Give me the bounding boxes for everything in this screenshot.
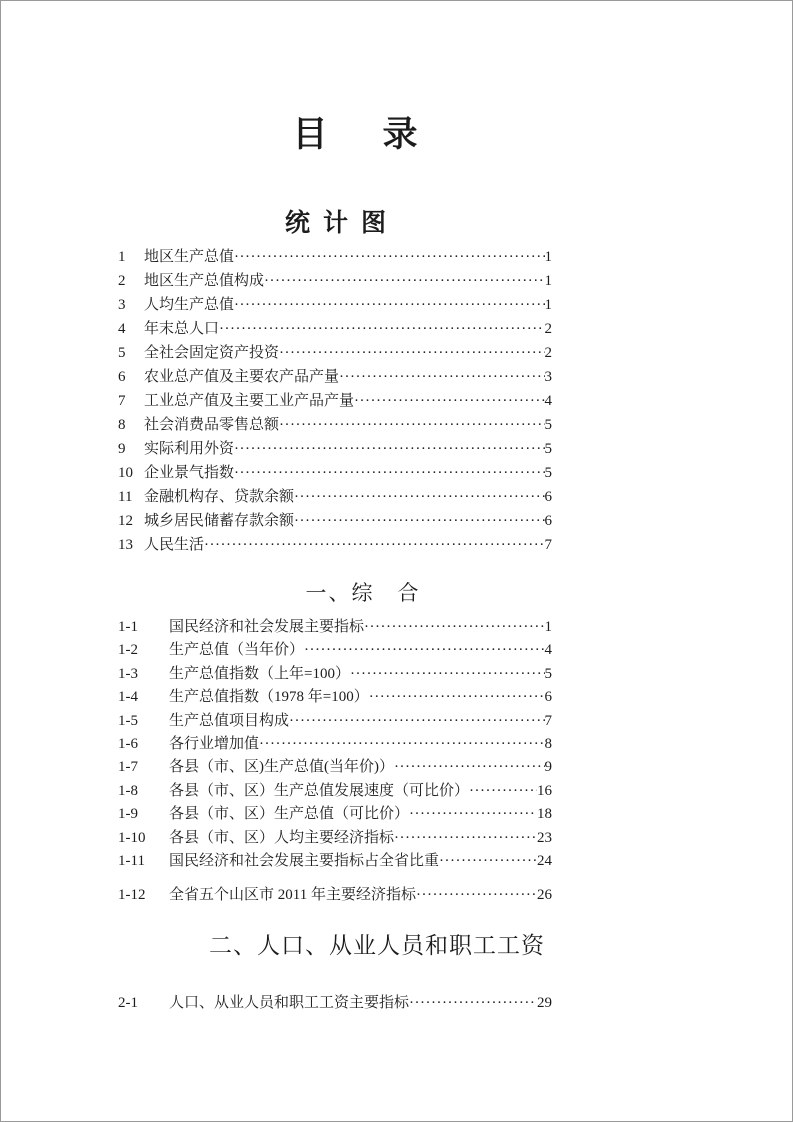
entry-page: 7 [544,712,552,729]
dot-leader [416,884,537,907]
entry-number: 1-6 [118,735,138,752]
entry-title: 工业总产值及主要工业产品产量 [144,393,355,409]
toc-entry [118,616,552,639]
toc-entry [118,686,552,709]
entry-page: 5 [544,665,552,682]
dot-leader [364,616,544,639]
entry-page: 1 [544,297,552,313]
entry-title: 人口、从业人员和职工工资主要指标 [169,995,410,1011]
entry-title: 年末总人口 [144,321,220,337]
entry-page: 24 [537,852,552,869]
entry-title: 国民经济和社会发展主要指标 [169,619,365,635]
entry-number: 1-2 [118,642,138,659]
entry-page: 6 [544,489,552,505]
entry-page: 2 [544,321,552,337]
entry-number: 1-4 [118,689,138,706]
entry-page: 8 [544,735,552,752]
entry-title: 地区生产总值构成 [144,273,265,289]
entry-number: 10 [118,465,133,481]
entry-number: 3 [118,297,126,313]
entry-page: 4 [544,642,552,659]
entry-number: 1-11 [118,852,145,869]
entry-page: 5 [544,441,552,457]
entry-page: 2 [544,345,552,361]
dot-leader [350,663,545,686]
entry-number: 2 [118,273,126,289]
toc-entry [118,827,552,850]
entry-page: 23 [537,829,552,846]
entry-title: 国民经济和社会发展主要指标占全省比重 [169,852,440,869]
toc-entry [118,293,552,317]
entry-title: 社会消费品零售总额 [144,417,280,433]
section-heading-1: 一、综 合 [305,581,421,605]
dot-leader [289,710,544,733]
entry-page: 1 [544,619,552,635]
dot-leader [204,533,544,557]
entry-number: 1-5 [118,712,138,729]
entry-number: 4 [118,321,126,337]
toc-entry [118,485,552,509]
entry-page: 5 [544,465,552,481]
toc-entry [118,639,552,662]
toc-entry [118,991,552,1015]
entry-title: 生产总值指数（1978 年=100） [169,689,369,706]
toc-entry [118,850,552,873]
toc-entry [118,803,552,826]
entry-page: 5 [544,417,552,433]
entry-number: 9 [118,441,126,457]
entry-number: 2-1 [118,995,138,1011]
dot-leader [294,509,544,533]
entry-number: 12 [118,513,133,529]
toc-entry [118,884,552,907]
entry-page: 16 [537,782,552,799]
entry-title: 生产总值项目构成 [169,712,290,729]
dot-leader [304,639,544,662]
toc-entry [118,756,552,779]
section-heading-charts: 统 计 图 [285,209,389,237]
entry-page: 1 [544,249,552,265]
toc-list-section-2 [118,991,552,1015]
entry-title: 人均生产总值 [144,297,235,313]
entry-title: 各县（市、区）生产总值发展速度（可比价） [169,782,470,799]
entry-title: 实际利用外资 [144,441,235,457]
entry-title: 各县（市、区)生产总值(当年价)） [169,759,394,776]
dot-leader [264,269,544,293]
dot-leader [259,733,544,756]
toc-list-section-1 [118,616,552,908]
toc-entry [118,663,552,686]
dot-leader [279,341,544,365]
entry-title: 金融机构存、贷款余额 [144,489,295,505]
toc-entry [118,245,552,269]
entry-title: 生产总值（当年价） [169,642,305,659]
toc-entry [118,780,552,803]
page-title: 目 录 [292,115,428,154]
entry-number: 8 [118,417,126,433]
dot-leader [219,317,544,341]
dot-leader [409,991,537,1015]
entry-number: 7 [118,393,126,409]
entry-page: 7 [544,537,552,553]
toc-entry [118,733,552,756]
toc-entry [118,509,552,533]
entry-title: 农业总产值及主要农产品产量 [144,369,340,385]
toc-entry [118,365,552,389]
dot-leader [339,365,544,389]
entry-number: 1 [118,249,126,265]
entry-page: 6 [544,513,552,529]
dot-leader [394,756,545,779]
entry-number: 1-7 [118,759,138,776]
dot-leader [234,245,544,269]
entry-title: 各县（市、区）人均主要经济指标 [169,829,395,846]
entry-number: 1-1 [118,619,138,635]
dot-leader [439,850,537,873]
entry-number: 1-12 [118,887,146,904]
entry-number: 5 [118,345,126,361]
entry-title: 生产总值指数（上年=100） [169,665,350,682]
toc-entry [118,533,552,557]
entry-number: 1-10 [118,829,146,846]
entry-title: 人民生活 [144,537,205,553]
toc-list-charts [118,245,552,557]
entry-title: 企业景气指数 [144,465,235,481]
entry-page: 3 [544,369,552,385]
entry-title: 全省五个山区市 2011 年主要经济指标 [169,887,416,904]
toc-entry [118,389,552,413]
entry-title: 各县（市、区）生产总值（可比价） [169,806,410,823]
toc-entry [118,413,552,437]
entry-page: 1 [544,273,552,289]
toc-entry [118,710,552,733]
entry-page: 6 [544,689,552,706]
entry-page: 29 [537,995,552,1011]
toc-entry [118,437,552,461]
dot-leader [279,413,544,437]
toc-entry [118,341,552,365]
entry-title: 各行业增加值 [169,735,260,752]
dot-leader [234,437,544,461]
entry-title: 全社会固定资产投资 [144,345,280,361]
section-heading-2: 二、人口、从业人员和职工工资 [209,933,545,958]
entry-number: 6 [118,369,126,385]
entry-title: 城乡居民储蓄存款余额 [144,513,295,529]
entry-page: 18 [537,806,552,823]
dot-leader [394,827,537,850]
toc-entry [118,269,552,293]
entry-number: 11 [118,489,133,505]
dot-leader [294,485,544,509]
dot-leader [469,780,537,803]
dot-leader [234,461,544,485]
entry-number: 1-8 [118,782,138,799]
entry-number: 1-3 [118,665,138,682]
entry-title: 地区生产总值 [144,249,235,265]
toc-entry [118,317,552,341]
entry-page: 9 [544,759,552,776]
entry-number: 13 [118,537,133,553]
dot-leader [354,389,544,413]
toc-entry [118,461,552,485]
entry-number: 1-9 [118,806,138,823]
dot-leader [409,803,537,826]
dot-leader [234,293,544,317]
dot-leader [369,686,545,709]
entry-page: 26 [537,887,552,904]
entry-page: 4 [544,393,552,409]
